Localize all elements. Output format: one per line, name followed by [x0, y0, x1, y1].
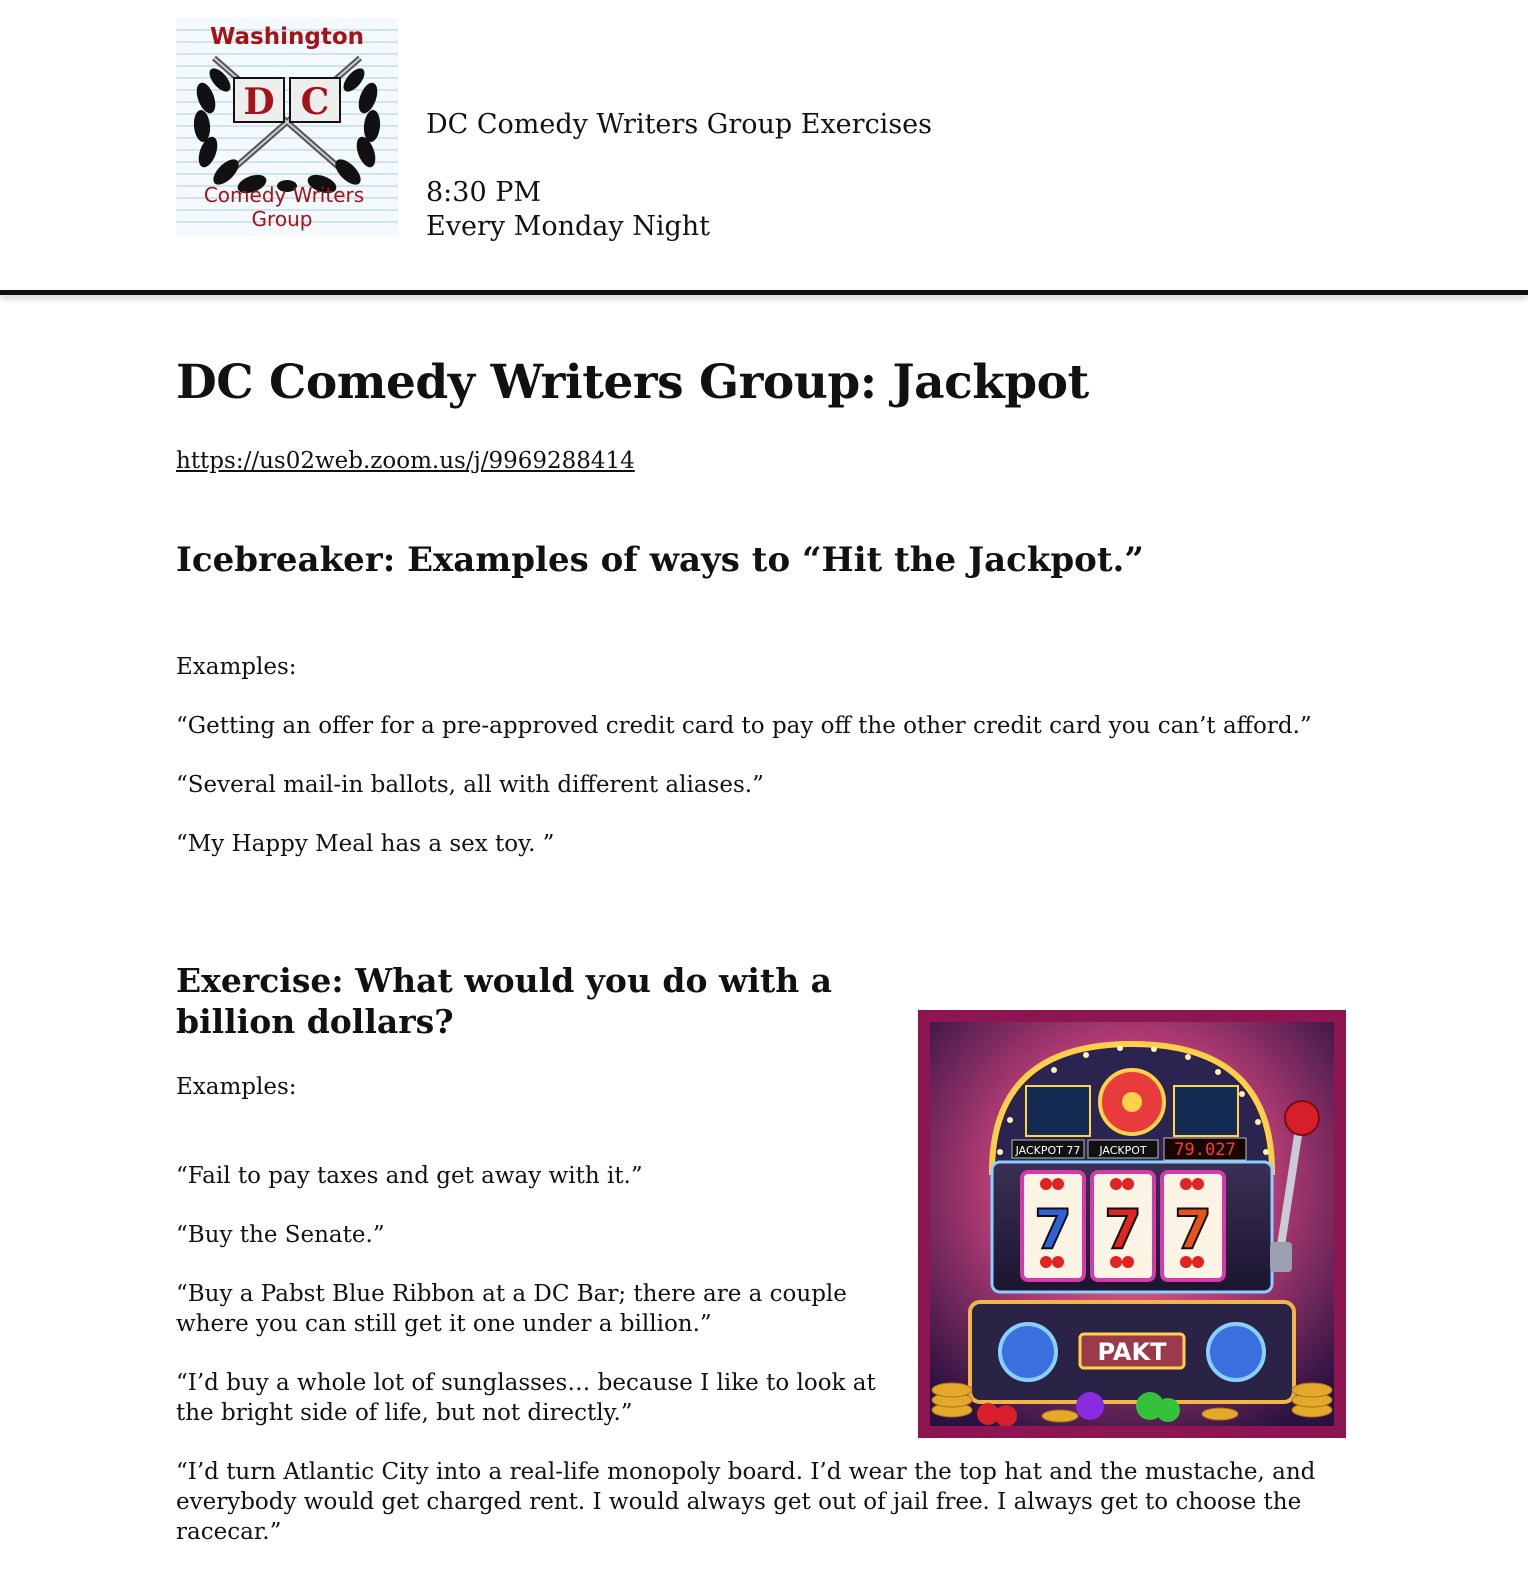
logo-bottom-text-2: Group: [251, 207, 313, 231]
exercise-example-2: “Buy the Senate.”: [176, 1222, 385, 1248]
logo-letter-d: D: [243, 81, 275, 123]
logo-bottom-text-1: Comedy Writers: [203, 183, 365, 207]
header-divider: [0, 290, 1528, 295]
exercise-example-5: “I’d turn Atlantic City into a real-life monopoly board. I’d wear the top hat and the mustache, and everybody would get charged rent. I would always get out of jail free. I always get to choose the racecar.”: [176, 1459, 1316, 1545]
exercise-example-3: “Buy a Pabst Blue Ribbon at a DC Bar; there are a couple where you can still get it one under a billion.”: [176, 1281, 847, 1337]
exercise-heading: Exercise: What would you do with a billion dollars?: [176, 961, 833, 1041]
slot-machine-illustration: [930, 1022, 1334, 1426]
icebreaker-example-3: “My Happy Meal has a sex toy. ”: [176, 831, 555, 857]
icebreaker-example-2: “Several mail-in ballots, all with different aliases.”: [176, 772, 764, 798]
zoom-link[interactable]: https://us02web.zoom.us/j/9969288414: [176, 448, 635, 474]
slot-machine-image: [918, 1010, 1346, 1438]
icebreaker-examples-label: Examples:: [176, 654, 297, 680]
slot-label-jackpot77: JACKPOT 77: [1015, 1144, 1081, 1157]
dc-comedy-writers-logo: [176, 18, 398, 236]
slot-label-jackpot: JACKPOT: [1099, 1144, 1147, 1157]
logo-letter-c: C: [300, 81, 330, 123]
page-header: [0, 0, 1528, 296]
meeting-day: Every Monday Night: [426, 211, 710, 242]
slot-reel-1: 7: [1034, 1198, 1072, 1261]
logo-graphic: [176, 18, 398, 236]
slot-reel-2: 7: [1104, 1198, 1142, 1261]
slot-sign: PAKT: [1097, 1338, 1167, 1366]
header-info: [426, 108, 932, 244]
exercise-example-1: “Fail to pay taxes and get away with it.”: [176, 1163, 643, 1189]
meeting-time: 8:30 PM: [426, 177, 542, 208]
logo-top-text: Washington: [209, 24, 365, 50]
slot-reel-3: 7: [1174, 1198, 1212, 1261]
exercise-examples-label: Examples:: [176, 1074, 297, 1100]
icebreaker-example-1: “Getting an offer for a pre-approved credit card to pay off the other credit card you can’t afford.”: [176, 713, 1312, 739]
page-title: DC Comedy Writers Group: Jackpot: [176, 355, 1089, 410]
exercise-example-4: “I’d buy a whole lot of sunglasses… because I like to look at the bright side of life, but not directly.”: [176, 1370, 876, 1426]
header-title: DC Comedy Writers Group Exercises: [426, 109, 933, 140]
icebreaker-heading: Icebreaker: Examples of ways to “Hit the Jackpot.”: [176, 540, 1144, 580]
slot-counter: 79.027: [1174, 1140, 1236, 1160]
